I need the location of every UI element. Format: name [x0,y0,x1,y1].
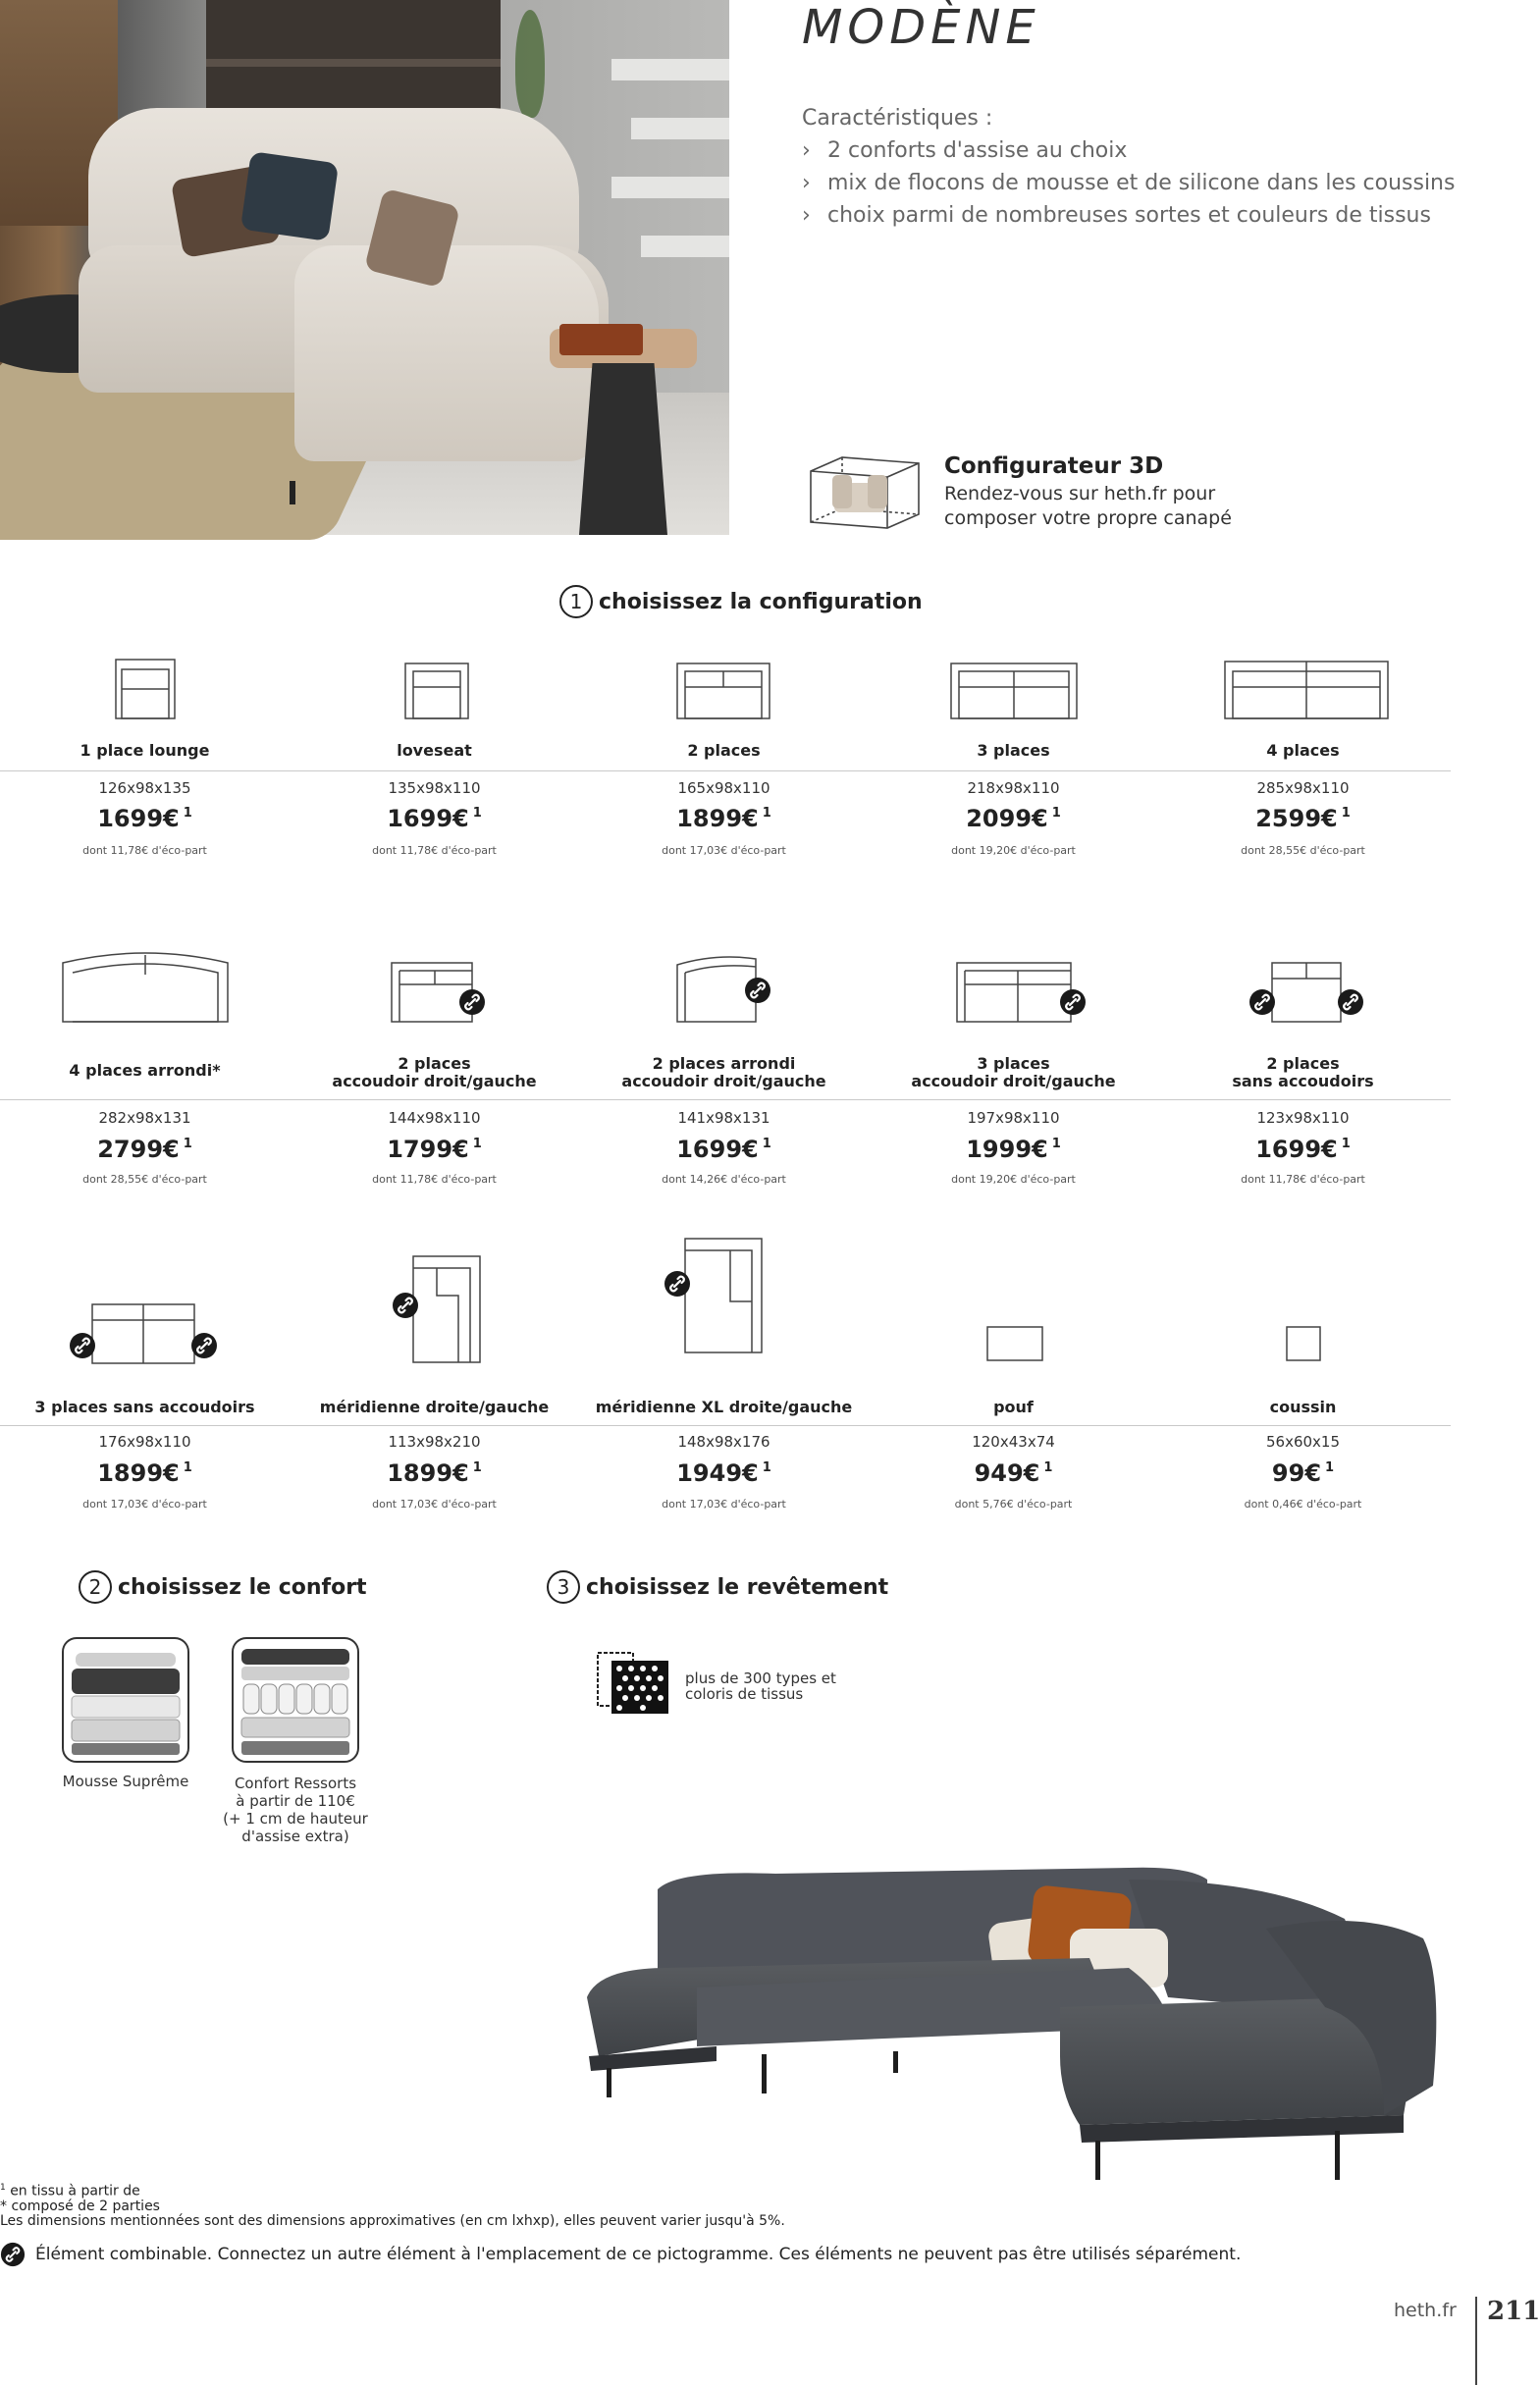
feature-item: › 2 conforts d'assise au choix [802,134,1455,167]
configurator-title: Configurateur 3D [944,453,1164,479]
product-title: MODÈNE [802,0,1040,55]
item-eco-part: dont 0,46€ d'éco-part [1244,1498,1362,1510]
item-dimensions: 144x98x110 [388,1109,481,1127]
footnote-2: * composé de 2 parties [0,2198,160,2214]
item-price: 1999€ $^1$ [966,1136,1061,1163]
configurator-3d-icon [803,453,926,532]
item-price: 2599€ $^1$ [1255,805,1351,832]
item-eco-part: dont 17,03€ d'éco-part [82,1498,207,1510]
two-seat-rounded-armrest-diagram [579,947,869,1026]
configurator-text: Rendez-vous sur heth.fr pour composer votre propre canapé [944,483,1232,529]
item-name: 2 places [1266,1054,1340,1073]
four-seat-rounded-diagram [0,947,290,1026]
footer-divider [1475,2297,1477,2385]
page-number: 211 [1487,2297,1540,2326]
item-name: 1 place lounge [80,741,210,760]
step-title: choisissez le revêtement [586,1574,889,1600]
item-price: 1899€ $^1$ [97,1459,192,1487]
footnote-1: $^1$ en tissu à partir de [0,2183,140,2200]
item-name: 3 places [977,741,1050,760]
item-price: 1949€ $^1$ [676,1459,771,1487]
item-eco-part: dont 11,78€ d'éco-part [372,1173,497,1186]
feature-item: › choix parmi de nombreuses sortes et couleurs de tissus [802,199,1455,232]
item-price: 2799€ $^1$ [97,1136,192,1163]
item-eco-part: dont 11,78€ d'éco-part [82,844,207,857]
three-seat-armrest-diagram [869,947,1158,1026]
item-dimensions: 218x98x110 [967,779,1060,797]
corner-sofa-photo [579,1860,1462,2199]
two-seat-diagram [579,654,869,724]
item-name-line2: accoudoir droit/gauche [332,1072,537,1090]
item-dimensions: 113x98x210 [388,1433,481,1451]
item-price: 1899€ $^1$ [387,1459,482,1487]
item-dimensions: 197x98x110 [967,1109,1060,1127]
item-eco-part: dont 28,55€ d'éco-part [82,1173,207,1186]
item-dimensions: 141x98x131 [677,1109,770,1127]
item-eco-part: dont 11,78€ d'éco-part [1241,1173,1365,1186]
hero-photo [0,0,729,535]
config-row-2 [0,947,1451,1188]
item-price: 1799€ $^1$ [387,1136,482,1163]
two-seat-armrest-diagram [290,947,579,1026]
item-eco-part: dont 17,03€ d'éco-part [372,1498,497,1510]
cushion-diagram [1158,1315,1448,1364]
item-eco-part: dont 28,55€ d'éco-part [1241,844,1365,857]
features-list [802,102,1455,232]
item-name: loveseat [397,741,472,760]
item-dimensions: 165x98x110 [677,779,770,797]
item-dimensions: 126x98x135 [98,779,191,797]
item-eco-part: dont 19,20€ d'éco-part [951,1173,1076,1186]
fabric-swatches-icon [594,1649,672,1718]
combinable-text: Élément combinable. Connectez un autre élément à l'emplacement de ce pictogramme. Ces éléments ne peuvent pas être utilisés séparément. [35,2245,1242,2264]
item-price: 1699€ $^1$ [1255,1136,1351,1163]
item-price: 1899€ $^1$ [676,805,771,832]
item-name: méridienne XL droite/gauche [595,1398,853,1416]
step-number: 3 [547,1570,580,1604]
item-eco-part: dont 5,76€ d'éco-part [954,1498,1073,1510]
item-name-line2: accoudoir droit/gauche [621,1072,826,1090]
item-dimensions: 123x98x110 [1256,1109,1350,1127]
item-price: 99€ $^1$ [1271,1459,1335,1487]
three-seat-no-armrest-diagram [0,1291,290,1365]
two-seat-no-armrest-diagram [1158,947,1448,1026]
four-seat-diagram [1158,654,1448,724]
item-name: 4 places arrondi* [69,1061,221,1080]
footnotes [0,2181,785,2229]
divider [0,770,1451,771]
item-name: 2 places [398,1054,471,1073]
step1-heading [559,585,923,618]
step-number: 2 [79,1570,112,1604]
one-seat-lounge-diagram [0,654,290,724]
loveseat-diagram [290,654,579,724]
item-name-line2: sans accoudoirs [1232,1072,1374,1090]
item-eco-part: dont 14,26€ d'éco-part [662,1173,786,1186]
footer-site: heth.fr [1394,2300,1457,2321]
link-icon [0,2242,26,2267]
item-eco-part: dont 17,03€ d'éco-part [662,844,786,857]
item-price: 1699€ $^1$ [387,805,482,832]
item-dimensions: 282x98x131 [98,1109,191,1127]
item-price: 1699€ $^1$ [97,805,192,832]
config-row-1 [0,648,1451,874]
item-dimensions: 120x43x74 [972,1433,1055,1451]
step3-heading [547,1570,888,1604]
config-row-3 [0,1237,1451,1516]
step-number: 1 [559,585,593,618]
item-dimensions: 148x98x176 [677,1433,770,1451]
foam-comfort-image[interactable] [62,1637,189,1763]
spring-comfort-image[interactable] [232,1637,359,1763]
item-dimensions: 56x60x15 [1265,1433,1340,1451]
item-eco-part: dont 11,78€ d'éco-part [372,844,497,857]
step2-heading [79,1570,367,1604]
confort-label: Mousse Suprême [62,1773,189,1790]
combinable-note [0,2242,1241,2267]
pouf-diagram [869,1315,1158,1364]
revetement-text: plus de 300 types et coloris de tissus [685,1670,836,1703]
item-dimensions: 285x98x110 [1256,779,1350,797]
item-eco-part: dont 17,03€ d'éco-part [662,1498,786,1510]
feature-item: › mix de flocons de mousse et de silicone dans les coussins [802,167,1455,199]
three-seat-diagram [869,654,1158,724]
item-name-line2: accoudoir droit/gauche [911,1072,1116,1090]
step-title: choisissez le confort [118,1574,367,1600]
item-price: 1699€ $^1$ [676,1136,771,1163]
item-name: coussin [1269,1398,1337,1416]
chaise-longue-diagram [290,1246,579,1364]
item-dimensions: 135x98x110 [388,779,481,797]
item-price: 2099€ $^1$ [966,805,1061,832]
step-title: choisissez la configuration [599,589,923,614]
item-name: pouf [993,1398,1034,1416]
item-name: 3 places sans accoudoirs [34,1398,255,1416]
item-name: méridienne droite/gauche [319,1398,550,1416]
item-name: 4 places [1266,741,1340,760]
item-price: 949€ $^1$ [974,1459,1053,1487]
divider [0,1425,1451,1426]
features-heading: Caractéristiques : [802,106,993,131]
item-name: 2 places [687,741,761,760]
item-eco-part: dont 19,20€ d'éco-part [951,844,1076,857]
confort-label: Confort Ressorts à partir de 110€ (+ 1 cm de hauteur d'assise extra) [223,1775,368,1845]
item-name: 2 places arrondi [652,1054,796,1073]
item-dimensions: 176x98x110 [98,1433,191,1451]
item-name: 3 places [977,1054,1050,1073]
chaise-longue-xl-diagram [579,1237,869,1364]
footnote-3: Les dimensions mentionnées sont des dimensions approximatives (en cm lxhxp), elles peuvent varier jusqu'à 5%. [0,2212,785,2229]
divider [0,1099,1451,1100]
